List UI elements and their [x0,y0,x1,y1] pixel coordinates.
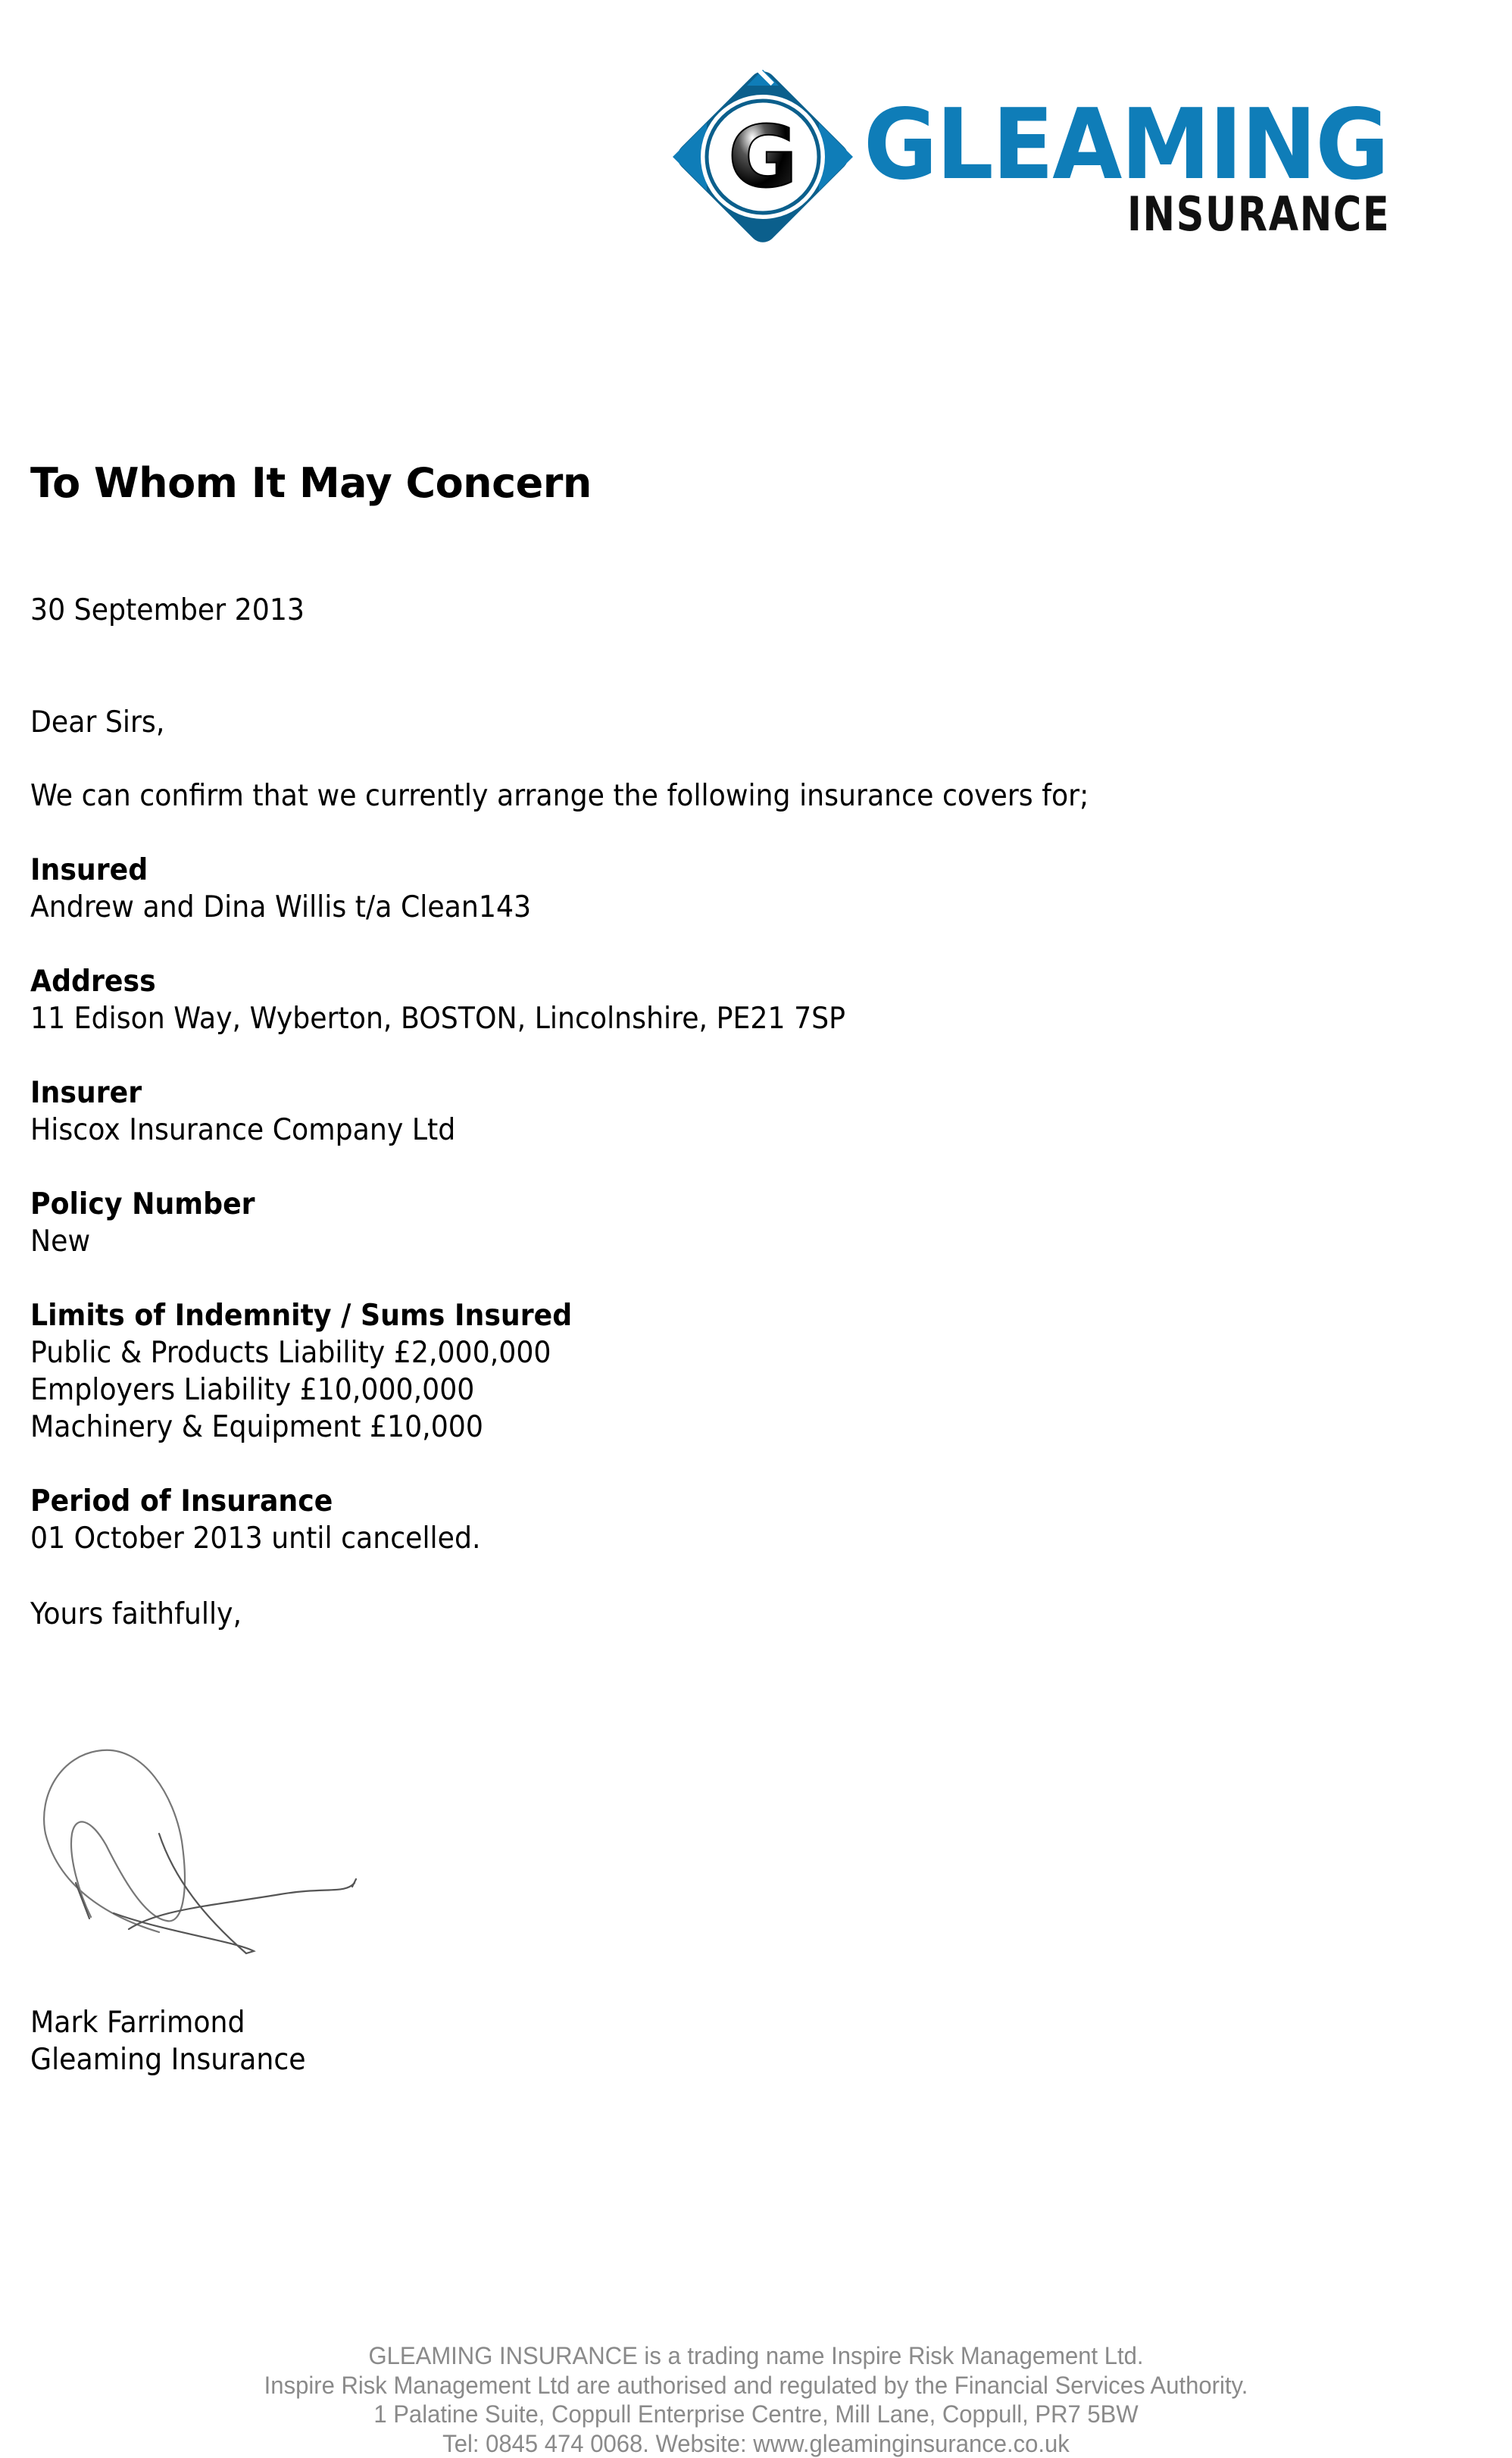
limit-machinery: Machinery & Equipment £10,000 [30,1409,483,1446]
footer-address: 1 Palatine Suite, Coppull Enterprise Centre, Mill Lane, Coppull, PR7 5BW [23,2400,1489,2429]
footer-trading-name: GLEAMING INSURANCE is a trading name Inspire Risk Management Ltd. [23,2341,1489,2371]
address-label: Address [30,964,156,1000]
period-value: 01 October 2013 until cancelled. [30,1521,481,1557]
limit-employers-liability: Employers Liability £10,000,000 [30,1372,474,1409]
intro-paragraph: We can confirm that we currently arrange the following insurance covers for; [30,778,1089,815]
logo-subtitle: INSURANCE [1127,189,1390,239]
insured-value: Andrew and Dina Willis t/a Clean143 [30,890,531,926]
signature-image [30,1743,364,2000]
svg-text:G: G [728,108,798,207]
footer [0,2341,1512,2458]
logo-diamond-icon [665,59,861,255]
insured-label: Insured [30,852,148,889]
limit-public-liability: Public & Products Liability £2,000,000 [30,1335,551,1371]
insurer-value: Hiscox Insurance Company Ltd [30,1112,455,1149]
limits-label: Limits of Indemnity / Sums Insured [30,1298,572,1334]
signatory-name: Mark Farrimond [30,2005,245,2041]
logo-wordmark: GLEAMING [864,97,1388,194]
policy-number-value: New [30,1224,90,1260]
closing: Yours faithfully, [30,1596,242,1633]
period-label: Period of Insurance [30,1484,333,1520]
letter-title: To Whom It May Concern [30,459,592,507]
letter-date: 30 September 2013 [30,593,305,629]
footer-regulation: Inspire Risk Management Ltd are authorised and regulated by the Financial Services Authority. [23,2371,1489,2400]
footer-contact: Tel: 0845 474 0068. Website: www.gleaminginsurance.co.uk [23,2429,1489,2458]
address-value: 11 Edison Way, Wyberton, BOSTON, Lincolnshire, PE21 7SP [30,1001,845,1037]
insurer-label: Insurer [30,1075,142,1112]
salutation: Dear Sirs, [30,705,164,741]
signatory-company: Gleaming Insurance [30,2042,306,2078]
policy-number-label: Policy Number [30,1187,255,1223]
